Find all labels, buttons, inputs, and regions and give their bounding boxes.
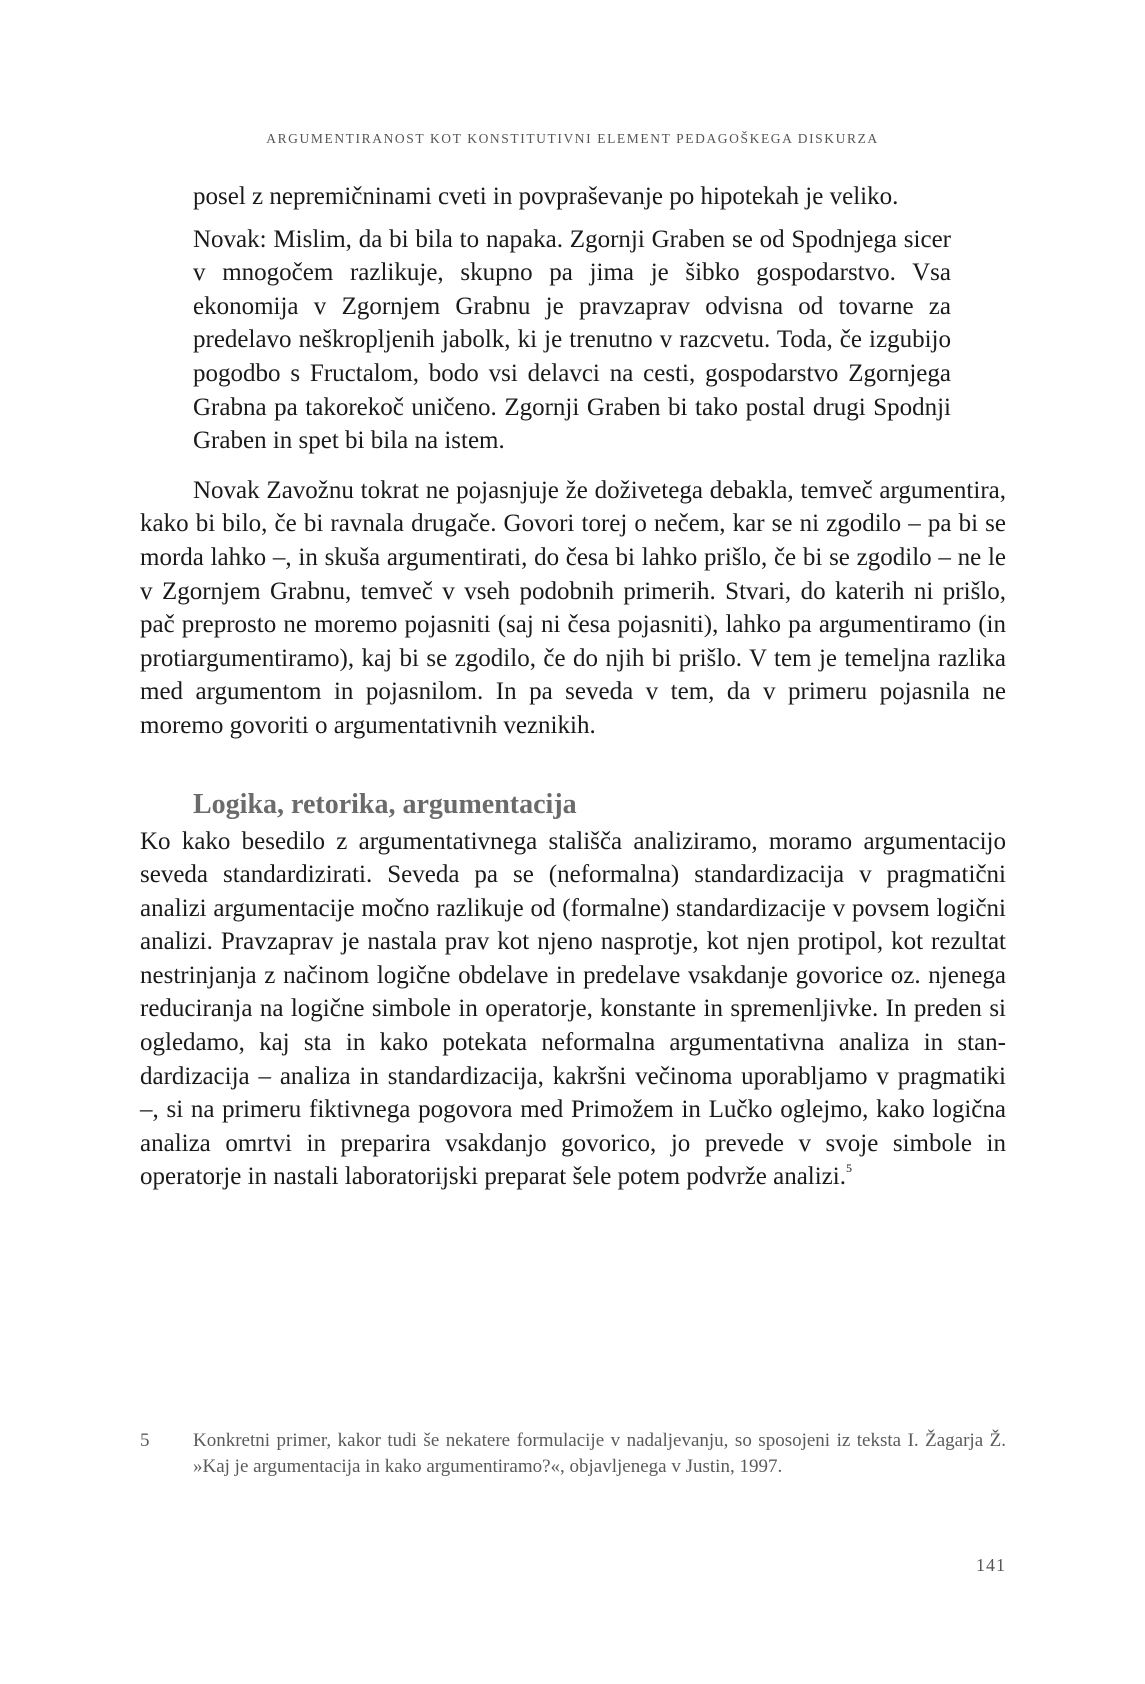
quote-paragraph: Novak: Mislim, da bi bila to napaka. Zgornji Graben se od Spodnjega sicer v mnogočem razlikuje, skupno pa jima je šibko gospodarstvo. Vsa ekonomija v Zgornjem Grabnu je pravzaprav odvisna od tovarne za predelavo neškropljenih jabolk, ki je trenutno v razcvetu. Toda, če izgubijo pogodbo s Fructalom, bodo vsi delavci na cesti, gospodarstvo Zgornjega Grabna pa takorekoč uničeno. Zgornji Graben bi tako postal drugi Spodnji Graben in spet bi bila na istem. bbox=[193, 225, 951, 455]
page-body bbox=[140, 180, 1006, 1194]
footnote-text: Konkretni primer, kakor tudi še nekatere formulacije v nadaljevanju, so sposojeni iz teksta I. Žagarja Ž. »Kaj je argumentacija in kako argumentiramo?«, objavljenega v Justin, 1997. bbox=[193, 1430, 1006, 1477]
footnote-reference[interactable]: 5 bbox=[845, 1161, 852, 1176]
footnote bbox=[140, 1428, 1006, 1479]
body-paragraph-text: Ko kako besedilo z argumentativnega stališča analiziramo, moramo argumentacijo seveda standardizirati. Seveda pa se (neformalna) standardizacija v pragmatični analizi argumentacije močno razlikuje od (formalne) standardizacije v povsem logični analizi. Pravzaprav je nastala prav kot njeno nasprotje, kot njen protipol, kot rezultat nestrinjanja z načinom logične obdelave in predelave vsakdanje govorice oz. njenega reduciranja na logične simbole in operatorje, konstante in spremenljivke. In preden si ogledamo, kaj sta in kako potekata neformalna argumentativna analiza in standardizacija – analiza in standardizacija, kakršni večinoma uporabljamo v pragmatiki –, si na primeru fiktivnega pogovora med Primožem in Lučko oglejmo, kako logična analiza omrtvi in preparira vsakdanjo govorico, jo prevede v svoje simbole in operatorje in nastali laboratorijski preparat šele potem podvrže analizi. bbox=[140, 827, 1006, 1191]
footnote-number: 5 bbox=[140, 1430, 150, 1451]
dialogue-quote bbox=[193, 180, 951, 458]
quote-paragraph: posel z nepremičninami cveti in povpraševanje po hipotekah je veliko. bbox=[193, 183, 899, 210]
body-paragraph: Novak Zavožnu tokrat ne pojasnjuje že doživetega debakla, temveč argumentira, kako bi bilo, če bi ravnala drugače. Govori torej o nečem, kar se ni zgodilo – pa bi se morda lahko –, in skuša argumentirati, do česa bi lahko prišlo, če bi se zgodilo – ne le v Zgornjem Grabnu, temveč v vseh podobnih primerih. Stvari, do katerih ni prišlo, pač preprosto ne moremo pojasniti (saj ni česa pojasniti), lahko pa argumentiramo (in protiargumentiramo), kaj bi se zgodilo, če do njih bi prišlo. V tem je temeljna razlika med argumentom in pojasnilom. In pa seveda v tem, da v primeru pojasnila ne moremo govoriti o argumentativnih veznikih. bbox=[140, 476, 1006, 739]
page-number: 141 bbox=[976, 1555, 1006, 1575]
section-heading: Logika, retorika, argumentacija bbox=[193, 788, 577, 820]
body-paragraph bbox=[140, 825, 1006, 1195]
running-head: ARGUMENTIRANOST KOT KONSTITUTIVNI ELEMENT PEDAGOŠKEGA DISKURZA bbox=[266, 131, 879, 146]
